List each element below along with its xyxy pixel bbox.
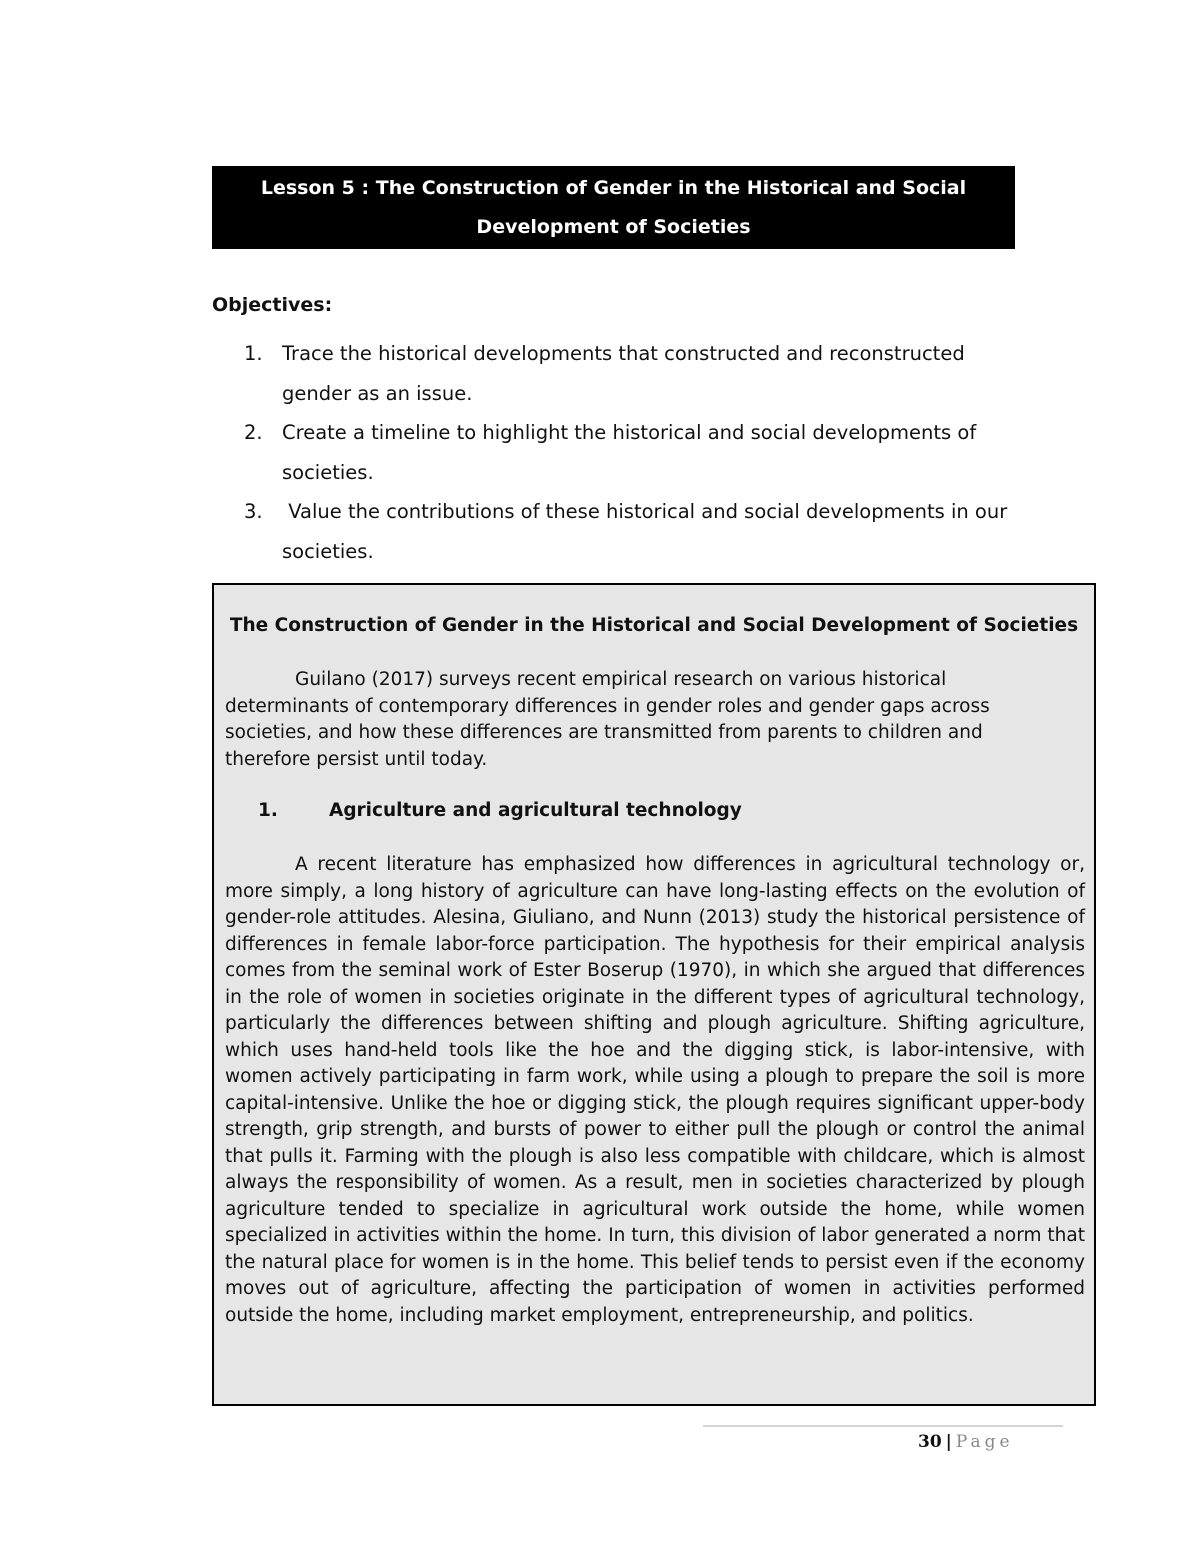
content-box bbox=[212, 583, 1096, 1406]
objectives-list bbox=[244, 334, 1074, 571]
objective-text-line-2: societies. bbox=[282, 460, 374, 484]
objectives-heading: Objectives: bbox=[212, 294, 333, 316]
objective-item bbox=[244, 334, 1074, 413]
footer-divider bbox=[703, 1425, 1063, 1427]
content-box-title: The Construction of Gender in the Historical and Social Development of Societies bbox=[229, 615, 1079, 636]
section-heading-text: Agriculture and agricultural technology bbox=[329, 800, 742, 821]
page-number: 30 bbox=[918, 1432, 942, 1452]
objective-number: 3. bbox=[244, 500, 263, 523]
objective-text-line-2: societies. bbox=[282, 539, 374, 563]
intro-paragraph: Guilano (2017) surveys recent empirical research on various historical determinants of contemporary differences in gender roles and gender gaps across societies, and how these differences are transmitted from parents to children and therefore persist until today. bbox=[225, 669, 990, 770]
footer-separator: | bbox=[945, 1432, 952, 1452]
objective-text-line-1: Create a timeline to highlight the historical and social developments of bbox=[282, 421, 977, 444]
lesson-title-line-1: Lesson 5 : The Construction of Gender in the Historical and Social bbox=[260, 176, 967, 199]
section-heading bbox=[258, 800, 742, 821]
objective-item bbox=[244, 492, 1074, 571]
page-label: Page bbox=[955, 1432, 1014, 1452]
objective-text-line-1: Trace the historical developments that constructed and reconstructed bbox=[282, 342, 965, 365]
section-number: 1. bbox=[258, 800, 278, 821]
lesson-title-banner bbox=[212, 166, 1015, 249]
section-body-paragraph: A recent literature has emphasized how differences in agricultural technology or, more simply, a long history of agriculture can have long-lasting effects on the evolution of gender-role attitudes. Alesina, Giuliano, and Nunn (2013) study the historical persistence of differences in female labor-force participation. The hypothesis for their empirical analysis comes from the seminal work of Ester Boserup (1970), in which she argued that differences in the role of women in societies originate in the different types of agricultural technology, particularly the differences between shifting and plough agriculture. Shifting agriculture, which uses hand-held tools like the hoe and the digging stick, is labor-intensive, with women actively participating in farm work, while using a plough to prepare the soil is more capital-intensive. Unlike the hoe or digging stick, the plough requires significant upper-body strength, grip strength, and bursts of power to either pull the plough or control the animal that pulls it. Farming with the plough is also less compatible with childcare, which is almost always the responsibility of women. As a result, men in societies characterized by plough agriculture tended to specialize in agricultural work outside the home, while women specialized in activities within the home. In turn, this division of labor generated a norm that the natural place for women is in the home. This belief tends to persist even if the economy moves out of agriculture, affecting the participation of women in activities performed outside the home, including market employment, entrepreneurship, and politics. bbox=[225, 854, 1085, 1326]
objective-number: 2. bbox=[244, 421, 263, 444]
lesson-title-line-2: Development of Societies bbox=[476, 215, 751, 238]
objective-text-line-2: gender as an issue. bbox=[282, 381, 473, 405]
page-footer bbox=[918, 1432, 1014, 1452]
objective-number: 1. bbox=[244, 342, 263, 365]
objective-item bbox=[244, 413, 1074, 492]
objective-text-line-1: Value the contributions of these historical and social developments in our bbox=[282, 500, 1008, 523]
